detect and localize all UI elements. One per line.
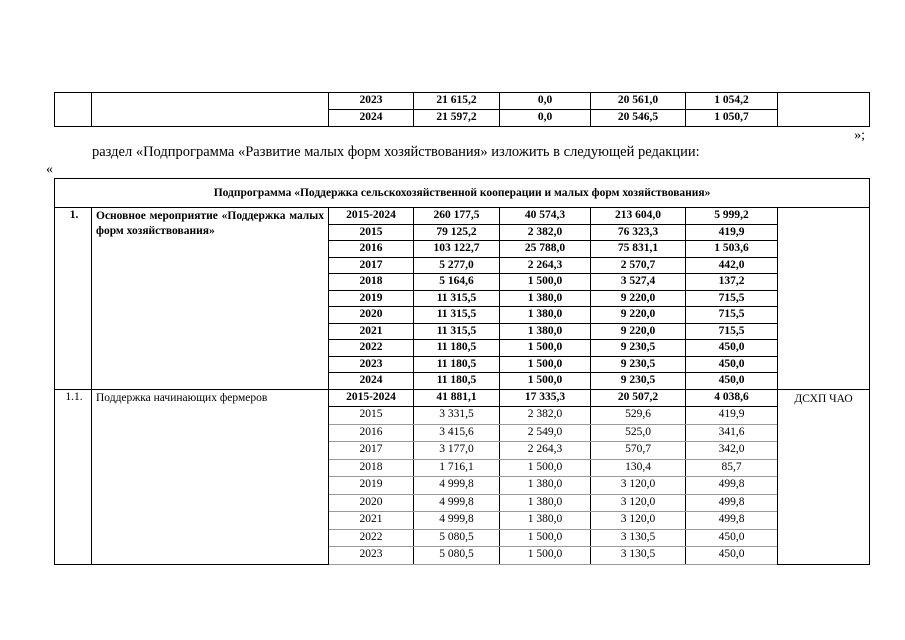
- local-cell: 342,0: [686, 442, 778, 460]
- federal-cell: 0,0: [500, 110, 591, 127]
- total-cell: 11 180,5: [414, 373, 500, 390]
- year-cell: 2024: [329, 110, 414, 127]
- regional-cell: 20 507,2: [591, 389, 686, 407]
- federal-cell: 1 500,0: [500, 529, 591, 547]
- local-cell: 499,8: [686, 477, 778, 495]
- federal-cell: 1 380,0: [500, 290, 591, 307]
- subprogram-table: [54, 178, 870, 565]
- local-cell: 1 503,6: [686, 241, 778, 258]
- total-cell: 5 164,6: [414, 274, 500, 291]
- federal-cell: 1 380,0: [500, 323, 591, 340]
- regional-cell: 9 220,0: [591, 307, 686, 324]
- total-cell: 11 315,5: [414, 290, 500, 307]
- local-cell: 450,0: [686, 547, 778, 565]
- local-cell: 419,9: [686, 224, 778, 241]
- local-cell: 442,0: [686, 257, 778, 274]
- year-cell: 2023: [329, 93, 414, 110]
- federal-cell: 25 788,0: [500, 241, 591, 258]
- total-cell: 21 615,2: [414, 93, 500, 110]
- number-cell: [55, 93, 92, 127]
- regional-cell: 570,7: [591, 442, 686, 460]
- total-cell: 5 080,5: [414, 529, 500, 547]
- total-cell: 5 277,0: [414, 257, 500, 274]
- federal-cell: 1 500,0: [500, 459, 591, 477]
- total-cell: 260 177,5: [414, 208, 500, 225]
- regional-cell: 213 604,0: [591, 208, 686, 225]
- year-cell: 2022: [329, 340, 414, 357]
- federal-cell: 2 382,0: [500, 224, 591, 241]
- item-number: 1.1.: [55, 389, 92, 564]
- total-cell: 11 315,5: [414, 323, 500, 340]
- federal-cell: 0,0: [500, 93, 591, 110]
- year-cell: 2018: [329, 459, 414, 477]
- regional-cell: 529,6: [591, 407, 686, 425]
- total-cell: 11 180,5: [414, 356, 500, 373]
- regional-cell: 3 120,0: [591, 477, 686, 495]
- local-cell: 450,0: [686, 373, 778, 390]
- regional-cell: 20 546,5: [591, 110, 686, 127]
- previous-table-fragment: [54, 92, 870, 127]
- regional-cell: 9 220,0: [591, 323, 686, 340]
- year-cell: 2015-2024: [329, 389, 414, 407]
- year-cell: 2017: [329, 442, 414, 460]
- local-cell: 419,9: [686, 407, 778, 425]
- regional-cell: 9 230,5: [591, 373, 686, 390]
- closing-quote: »;: [854, 128, 865, 143]
- year-cell: 2021: [329, 323, 414, 340]
- federal-cell: 1 500,0: [500, 373, 591, 390]
- total-cell: 1 716,1: [414, 459, 500, 477]
- regional-cell: 9 230,5: [591, 356, 686, 373]
- federal-cell: 1 380,0: [500, 477, 591, 495]
- description-cell: [92, 93, 329, 127]
- local-cell: 1 050,7: [686, 110, 778, 127]
- federal-cell: 2 264,3: [500, 442, 591, 460]
- federal-cell: 1 380,0: [500, 494, 591, 512]
- executor-cell: [778, 93, 870, 127]
- opening-quote: «: [46, 162, 53, 177]
- amendment-paragraph: раздел «Подпрограмма «Развитие малых форм хозяйствования» изложить в следующей редакции:: [92, 144, 700, 160]
- total-cell: 11 180,5: [414, 340, 500, 357]
- regional-cell: 20 561,0: [591, 93, 686, 110]
- total-cell: 3 331,5: [414, 407, 500, 425]
- regional-cell: 9 220,0: [591, 290, 686, 307]
- regional-cell: 3 130,5: [591, 547, 686, 565]
- year-cell: 2019: [329, 477, 414, 495]
- year-cell: 2023: [329, 547, 414, 565]
- year-cell: 2018: [329, 274, 414, 291]
- total-cell: 4 999,8: [414, 512, 500, 530]
- total-cell: 4 999,8: [414, 494, 500, 512]
- local-cell: 715,5: [686, 307, 778, 324]
- total-cell: 79 125,2: [414, 224, 500, 241]
- regional-cell: 3 120,0: [591, 512, 686, 530]
- table-row: [55, 208, 870, 225]
- regional-cell: 75 831,1: [591, 241, 686, 258]
- executor-cell: ДСХП ЧАО: [778, 389, 870, 564]
- year-cell: 2015: [329, 407, 414, 425]
- federal-cell: 1 500,0: [500, 274, 591, 291]
- local-cell: 1 054,2: [686, 93, 778, 110]
- subprogram-title: Подпрограмма «Поддержка сельскохозяйственной кооперации и малых форм хозяйствования»: [55, 179, 870, 208]
- federal-cell: 1 500,0: [500, 340, 591, 357]
- local-cell: 499,8: [686, 494, 778, 512]
- local-cell: 137,2: [686, 274, 778, 291]
- year-cell: 2015: [329, 224, 414, 241]
- federal-cell: 40 574,3: [500, 208, 591, 225]
- year-cell: 2016: [329, 241, 414, 258]
- total-cell: 11 315,5: [414, 307, 500, 324]
- total-cell: 3 415,6: [414, 424, 500, 442]
- federal-cell: 1 380,0: [500, 307, 591, 324]
- year-cell: 2020: [329, 307, 414, 324]
- total-cell: 103 122,7: [414, 241, 500, 258]
- year-cell: 2021: [329, 512, 414, 530]
- regional-cell: 130,4: [591, 459, 686, 477]
- year-cell: 2015-2024: [329, 208, 414, 225]
- federal-cell: 2 264,3: [500, 257, 591, 274]
- table-row: [55, 389, 870, 407]
- total-cell: 3 177,0: [414, 442, 500, 460]
- regional-cell: 9 230,5: [591, 340, 686, 357]
- federal-cell: 1 380,0: [500, 512, 591, 530]
- local-cell: 5 999,2: [686, 208, 778, 225]
- local-cell: 341,6: [686, 424, 778, 442]
- federal-cell: 1 500,0: [500, 547, 591, 565]
- local-cell: 450,0: [686, 356, 778, 373]
- regional-cell: 76 323,3: [591, 224, 686, 241]
- local-cell: 4 038,6: [686, 389, 778, 407]
- regional-cell: 3 120,0: [591, 494, 686, 512]
- federal-cell: 1 500,0: [500, 356, 591, 373]
- item-description: Поддержка начинающих фермеров: [92, 389, 329, 564]
- federal-cell: 2 549,0: [500, 424, 591, 442]
- local-cell: 715,5: [686, 290, 778, 307]
- total-cell: 5 080,5: [414, 547, 500, 565]
- year-cell: 2019: [329, 290, 414, 307]
- regional-cell: 525,0: [591, 424, 686, 442]
- item-description: Основное мероприятие «Поддержка малых форм хозяйствования»: [92, 208, 329, 390]
- federal-cell: 17 335,3: [500, 389, 591, 407]
- local-cell: 85,7: [686, 459, 778, 477]
- total-cell: 21 597,2: [414, 110, 500, 127]
- year-cell: 2017: [329, 257, 414, 274]
- year-cell: 2016: [329, 424, 414, 442]
- total-cell: 4 999,8: [414, 477, 500, 495]
- year-cell: 2023: [329, 356, 414, 373]
- local-cell: 450,0: [686, 340, 778, 357]
- year-cell: 2024: [329, 373, 414, 390]
- regional-cell: 2 570,7: [591, 257, 686, 274]
- executor-cell: [778, 208, 870, 390]
- local-cell: 450,0: [686, 529, 778, 547]
- year-cell: 2022: [329, 529, 414, 547]
- year-cell: 2020: [329, 494, 414, 512]
- local-cell: 715,5: [686, 323, 778, 340]
- regional-cell: 3 527,4: [591, 274, 686, 291]
- federal-cell: 2 382,0: [500, 407, 591, 425]
- regional-cell: 3 130,5: [591, 529, 686, 547]
- local-cell: 499,8: [686, 512, 778, 530]
- total-cell: 41 881,1: [414, 389, 500, 407]
- item-number: 1.: [55, 208, 92, 390]
- table-row: [55, 93, 870, 110]
